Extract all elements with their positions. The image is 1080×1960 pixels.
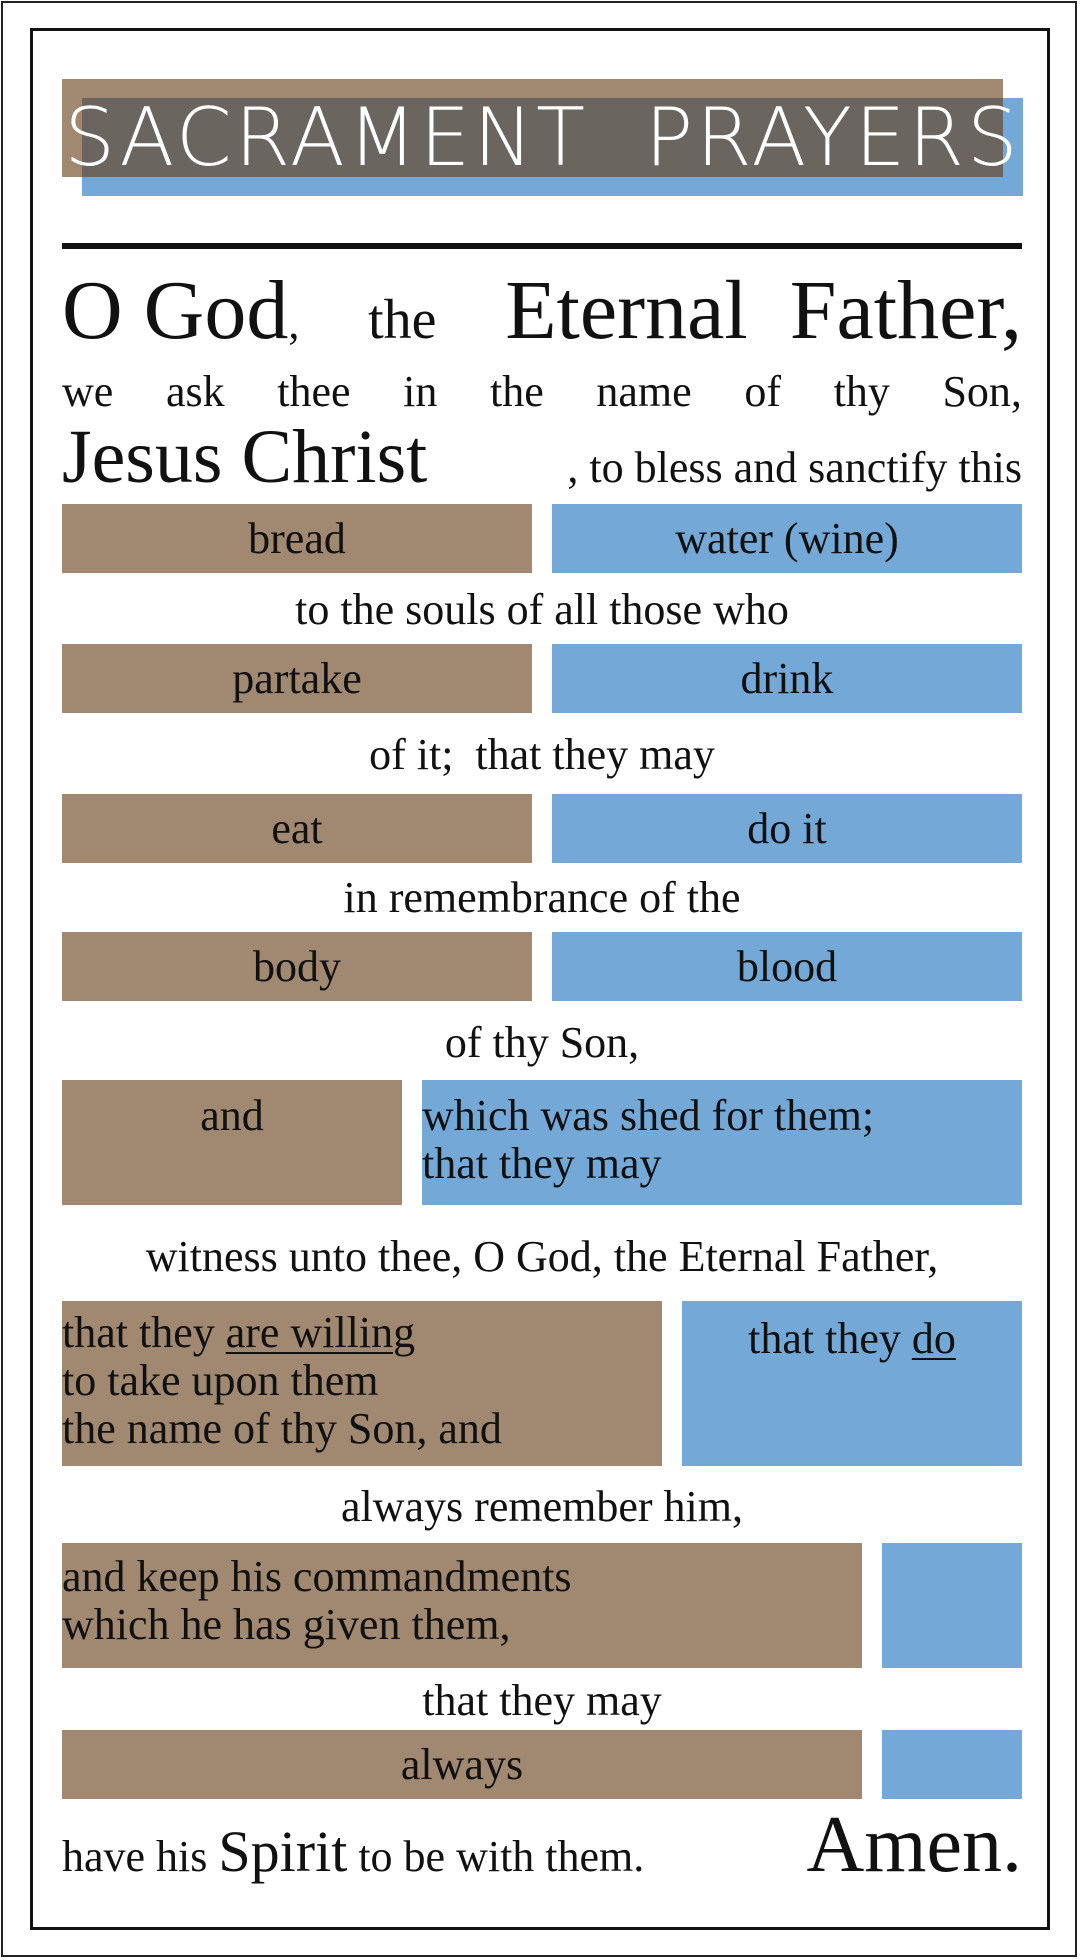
- line2-word: the: [490, 367, 544, 416]
- commandments-line-1: and keep his commandments: [62, 1552, 572, 1601]
- spirit-text: Spirit: [218, 1819, 348, 1884]
- prayer-line-1: [62, 262, 1022, 362]
- o-god-text: O God,: [62, 264, 300, 357]
- connector-witness: witness unto thee, O God, the Eternal Father,: [145, 1232, 939, 1281]
- commandments-line-2: which he has given them,: [62, 1600, 511, 1649]
- water-cell: water (wine): [552, 504, 1022, 573]
- body-cell: body: [62, 932, 532, 1001]
- eternal-father-text: Eternal Father,: [505, 264, 1022, 357]
- are-willing-line-3: the name of thy Son, and: [62, 1404, 502, 1453]
- prayer-line-3-rest: , to bless and sanctify this: [567, 443, 1022, 492]
- connector-always-remember: always remember him,: [341, 1482, 743, 1531]
- jesus-christ-text: Jesus Christ: [62, 415, 428, 499]
- connector-souls: to the souls of all those who: [295, 585, 789, 634]
- line2-word: ask: [165, 367, 225, 416]
- shed-cell: [422, 1080, 1022, 1205]
- are-willing-cell: [62, 1301, 662, 1466]
- page-title: [64, 91, 1021, 184]
- the-text: the: [368, 289, 437, 351]
- line2-word: name: [596, 367, 692, 416]
- connector-remembrance: in remembrance of the: [343, 873, 741, 922]
- they-do-cell: that they do: [682, 1301, 1022, 1466]
- are-willing-underlined: are willing: [225, 1308, 416, 1357]
- line2-word: thy: [833, 367, 890, 416]
- blank-blue-cell-1: [882, 1543, 1022, 1668]
- amen-text: Amen.: [806, 1801, 1022, 1889]
- blank-blue-cell-2: [882, 1730, 1022, 1799]
- line2-word: we: [62, 367, 114, 416]
- connector-of-it: of it; that they may: [369, 730, 715, 779]
- commandments-cell: [62, 1543, 862, 1668]
- and-cell: and: [62, 1080, 402, 1205]
- connector-of-thy-son: of thy Son,: [444, 1018, 640, 1067]
- connector-that-they-may: that they may: [422, 1676, 662, 1725]
- prayer-line-3: [62, 414, 1022, 499]
- partake-cell: partake: [62, 644, 532, 713]
- shed-line-1: which was shed for them;: [422, 1091, 875, 1140]
- do-underlined: do: [911, 1314, 956, 1363]
- line2-word: of: [744, 367, 781, 416]
- always-cell: always: [62, 1730, 862, 1799]
- line2-word: Son,: [942, 367, 1022, 416]
- eat-cell: eat: [62, 794, 532, 863]
- blood-cell: blood: [552, 932, 1022, 1001]
- do-it-cell: do it: [552, 794, 1022, 863]
- are-willing-line-1: that they are willing: [62, 1308, 416, 1357]
- final-line: [62, 1800, 1022, 1890]
- bread-cell: bread: [62, 504, 532, 573]
- line2-word: thee: [277, 367, 351, 416]
- line2-word: in: [403, 367, 438, 416]
- title-rule: [62, 243, 1022, 249]
- final-line-text: have his Spirit to be with them.: [62, 1819, 656, 1884]
- shed-line-2: that they may: [422, 1139, 662, 1188]
- drink-cell: drink: [552, 644, 1022, 713]
- page-title-text: SACRAMENT PRAYERS: [64, 91, 1021, 184]
- are-willing-line-2: to take upon them: [62, 1356, 379, 1405]
